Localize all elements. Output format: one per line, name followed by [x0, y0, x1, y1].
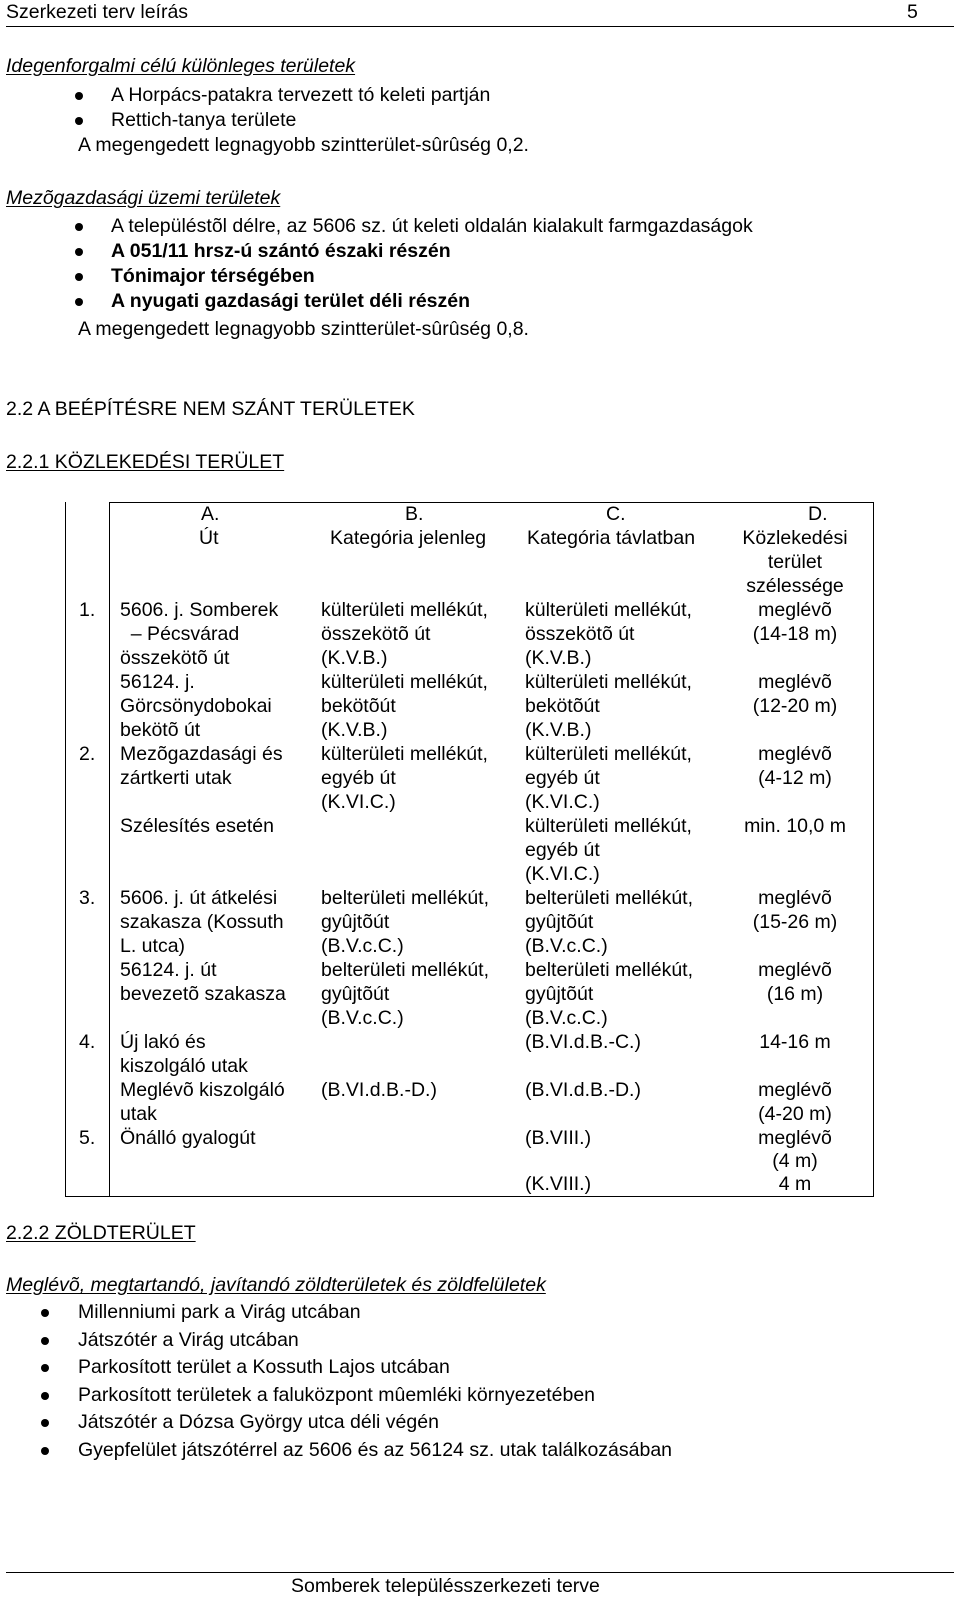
cell-width: meglévõ	[758, 599, 832, 621]
cell-cat-future: (B.VIII.)	[525, 1127, 592, 1149]
bullet-icon	[75, 92, 83, 100]
cell-width: meglévõ	[758, 1079, 832, 1101]
heading-2-2: 2.2 A BEÉPÍTÉSRE NEM SZÁNT TERÜLETEK	[6, 398, 415, 420]
cell-road: Új lakó és	[120, 1031, 206, 1053]
bullet-icon	[75, 298, 83, 306]
footer-divider	[6, 1572, 954, 1573]
section-title-zoldterulet: Meglévõ, megtartandó, javítandó zöldterületek és zöldfelületek	[6, 1274, 546, 1296]
bullet-icon	[41, 1447, 49, 1455]
cell-width: (16 m)	[766, 983, 824, 1005]
cell-cat-now: (B.V.c.C.)	[321, 935, 404, 957]
transport-table	[65, 502, 874, 1197]
header-divider	[6, 26, 954, 27]
col-header-szelesseg-3: szélessége	[746, 575, 844, 597]
cell-road: bekötõ út	[120, 719, 201, 741]
cell-width: meglévõ	[758, 887, 832, 909]
cell-cat-future: (K.VI.C.)	[525, 791, 600, 813]
cell-cat-future: egyéb út	[525, 767, 600, 789]
cell-width: (15-26 m)	[752, 911, 838, 933]
cell-cat-future: belterületi mellékút,	[525, 959, 693, 981]
row-number: 1.	[79, 599, 96, 621]
bullet-icon	[75, 223, 83, 231]
cell-cat-future: (B.VI.d.B.-C.)	[525, 1031, 641, 1053]
row-number: 3.	[79, 887, 96, 909]
cell-road: összekötõ út	[120, 647, 230, 669]
cell-width: (4-20 m)	[758, 1103, 832, 1125]
bullet-icon	[41, 1419, 49, 1427]
cell-cat-future: külterületi mellékút,	[525, 815, 692, 837]
cell-width: 4 m	[778, 1173, 812, 1195]
col-header-kategoria-jelenleg: Kategória jelenleg	[330, 527, 487, 549]
cell-road: Önálló gyalogút	[120, 1127, 256, 1149]
cell-cat-future: (K.VI.C.)	[525, 863, 600, 885]
cell-cat-now: külterületi mellékút,	[321, 599, 488, 621]
cell-width: meglévõ	[758, 1127, 832, 1149]
cell-cat-future: (K.V.B.)	[525, 719, 592, 741]
cell-cat-now: külterületi mellékút,	[321, 743, 488, 765]
cell-width: 14-16 m	[759, 1031, 831, 1053]
cell-cat-future: (K.VIII.)	[525, 1173, 592, 1195]
table-column-divider	[109, 502, 110, 1196]
cell-cat-now: (B.VI.d.B.-D.)	[321, 1079, 437, 1101]
cell-cat-now: bekötõút	[321, 695, 396, 717]
bullet-icon	[75, 117, 83, 125]
cell-cat-future: külterületi mellékút,	[525, 599, 692, 621]
cell-cat-future: (K.V.B.)	[525, 647, 592, 669]
cell-cat-now: belterületi mellékút,	[321, 887, 489, 909]
bullet-icon	[41, 1337, 49, 1345]
row-number: 2.	[79, 743, 96, 765]
section-title-mezogazdasagi: Mezõgazdasági üzemi területek	[6, 187, 281, 209]
cell-road: Mezõgazdasági és	[120, 743, 283, 765]
cell-cat-now: egyéb út	[321, 767, 396, 789]
cell-road: 56124. j. út	[120, 959, 217, 981]
bullet-icon	[41, 1392, 49, 1400]
cell-road: bevezetõ szakasza	[120, 983, 286, 1005]
cell-road: 5606. j. út átkelési	[120, 887, 278, 909]
cell-cat-now: (K.VI.C.)	[321, 791, 396, 813]
table-top-border	[109, 502, 873, 503]
cell-cat-future: külterületi mellékút,	[525, 743, 692, 765]
page-footer: Somberek településszerkezeti terve	[291, 1575, 600, 1597]
cell-cat-now: összekötõ út	[321, 623, 431, 645]
cell-cat-future: külterületi mellékút,	[525, 671, 692, 693]
cell-cat-now: külterületi mellékút,	[321, 671, 488, 693]
cell-width: meglévõ	[758, 743, 832, 765]
col-letter-b: B.	[405, 503, 424, 525]
cell-width: (12-20 m)	[752, 695, 838, 717]
cell-width: min. 10,0 m	[744, 815, 846, 837]
cell-cat-future: (B.V.c.C.)	[525, 935, 608, 957]
cell-width: meglévõ	[758, 671, 832, 693]
cell-road: – Pécsvárad	[130, 623, 240, 645]
cell-width: (4-12 m)	[758, 767, 832, 789]
cell-cat-future: gyûjtõút	[525, 983, 594, 1005]
density-text-1: A megengedett legnagyobb szintterület-sûrûség 0,2.	[78, 134, 529, 156]
col-header-ut: Út	[199, 527, 219, 549]
cell-cat-now: (K.V.B.)	[321, 647, 388, 669]
cell-cat-now: belterületi mellékút,	[321, 959, 489, 981]
col-header-kategoria-tavlatban: Kategória távlatban	[527, 527, 696, 549]
row-number: 5.	[79, 1127, 96, 1149]
cell-cat-future: (B.VI.d.B.-D.)	[525, 1079, 641, 1101]
cell-road: Görcsönydobokai	[120, 695, 272, 717]
cell-road: utak	[120, 1103, 157, 1125]
cell-road: Szélesítés esetén	[120, 815, 274, 837]
cell-width: (14-18 m)	[752, 623, 838, 645]
bullet-icon	[75, 273, 83, 281]
col-letter-a: A.	[201, 503, 220, 525]
page-header-title: Szerkezeti terv leírás	[6, 1, 189, 23]
col-header-szelesseg-1: Közlekedési	[742, 527, 848, 549]
cell-width: meglévõ	[758, 959, 832, 981]
col-header-szelesseg-2: terület	[767, 551, 823, 573]
cell-cat-now: gyûjtõút	[321, 911, 390, 933]
cell-road: Meglévõ kiszolgáló	[120, 1079, 285, 1101]
heading-2-2-2: 2.2.2 ZÖLDTERÜLET	[6, 1222, 196, 1244]
cell-road: 5606. j. Somberek	[120, 599, 279, 621]
page-number: 5	[907, 1, 918, 23]
cell-cat-future: gyûjtõút	[525, 911, 594, 933]
heading-2-2-1: 2.2.1 KÖZLEKEDÉSI TERÜLET	[6, 451, 285, 473]
col-letter-d: D.	[808, 503, 828, 525]
cell-width: (4 m)	[772, 1150, 818, 1172]
bullet-icon	[41, 1309, 49, 1317]
cell-cat-now: (B.V.c.C.)	[321, 1007, 404, 1029]
cell-road: szakasza (Kossuth	[120, 911, 284, 933]
cell-road: 56124. j.	[120, 671, 195, 693]
section-title-idegenforgalmi: Idegenforgalmi célú különleges területek	[6, 55, 356, 77]
col-letter-c: C.	[606, 503, 626, 525]
cell-cat-future: belterületi mellékút,	[525, 887, 693, 909]
density-text-2: A megengedett legnagyobb szintterület-sûrûség 0,8.	[78, 318, 529, 340]
cell-cat-now: (K.V.B.)	[321, 719, 388, 741]
cell-road: L. utca)	[120, 935, 186, 957]
cell-cat-future: egyéb út	[525, 839, 600, 861]
cell-road: zártkerti utak	[120, 767, 232, 789]
cell-cat-future: összekötõ út	[525, 623, 635, 645]
bullet-icon	[41, 1364, 49, 1372]
cell-cat-future: bekötõút	[525, 695, 600, 717]
cell-road: kiszolgáló utak	[120, 1055, 248, 1077]
cell-cat-now: gyûjtõút	[321, 983, 390, 1005]
row-number: 4.	[79, 1031, 96, 1053]
cell-cat-future: (B.V.c.C.)	[525, 1007, 608, 1029]
bullet-icon	[75, 248, 83, 256]
